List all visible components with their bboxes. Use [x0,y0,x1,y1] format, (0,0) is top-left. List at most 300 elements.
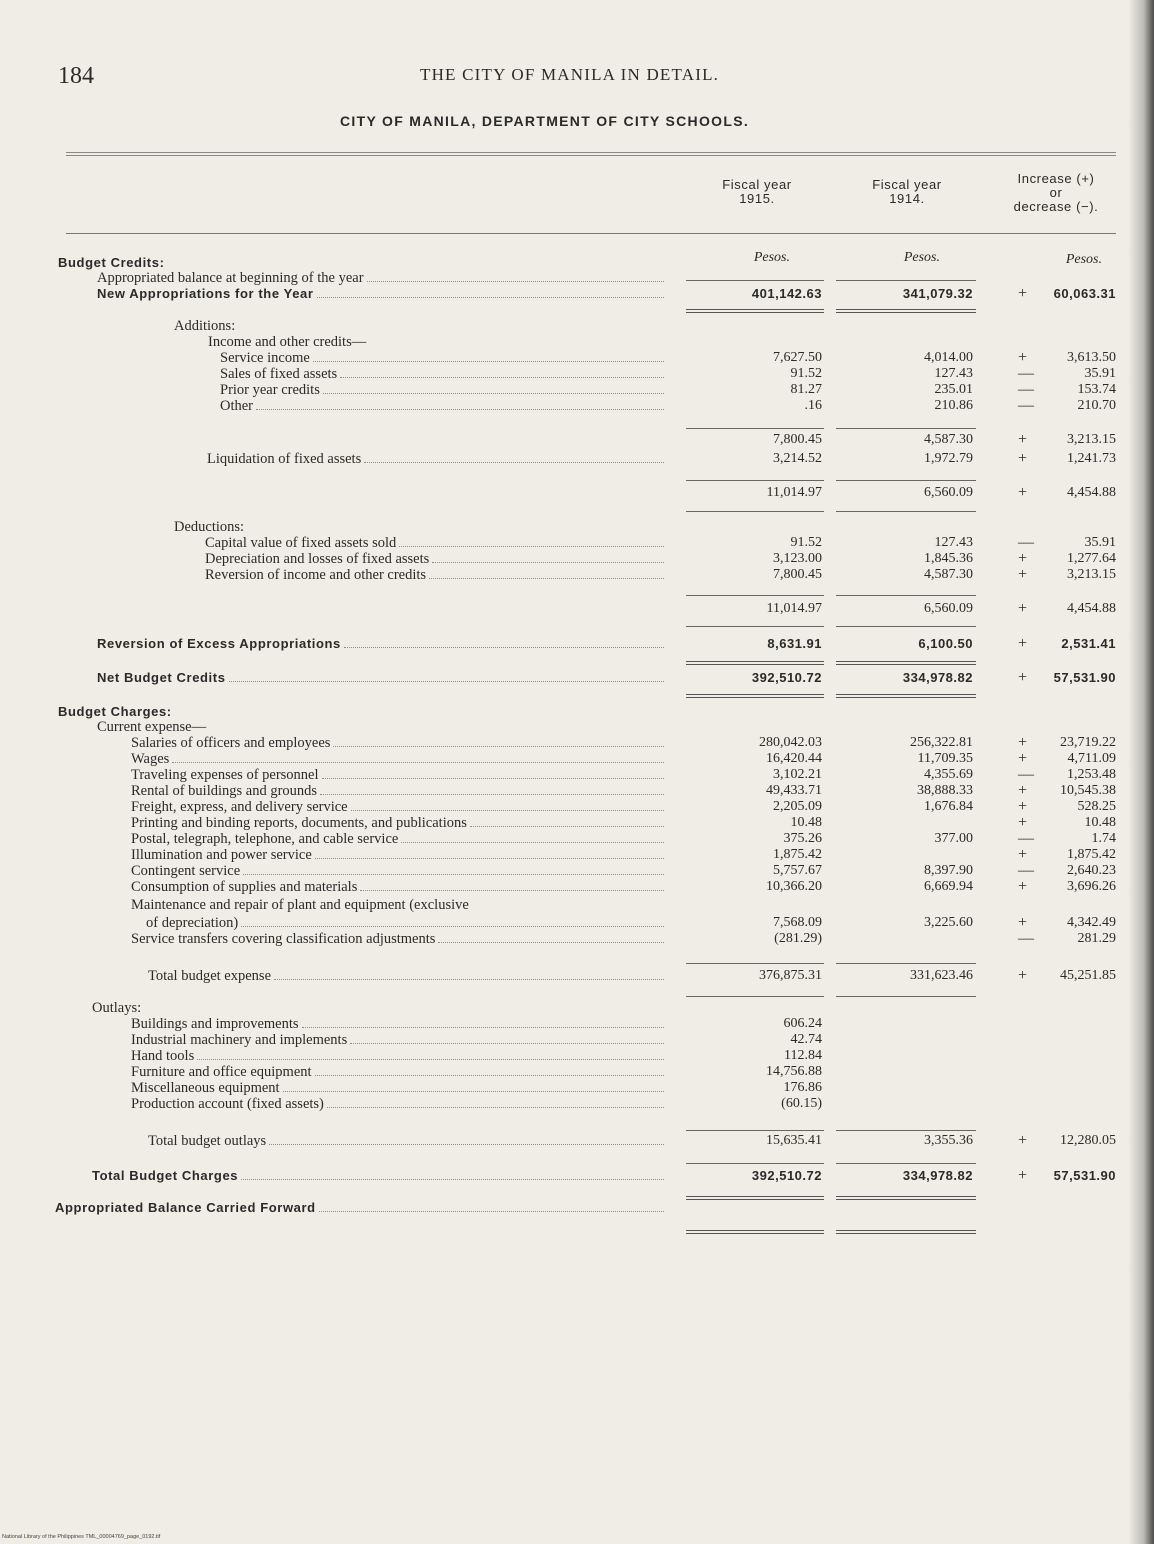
value-fy1915: 81.27 [790,382,822,397]
row-label [220,398,668,414]
rule [686,595,824,596]
row-label-text: Other [220,398,254,414]
table-row [0,897,1154,913]
change-sign: + [1018,431,1028,448]
change-sign: + [1018,635,1028,652]
rule [836,480,976,481]
row-label-text: Total Budget Charges [92,1168,239,1183]
leader-dots [241,1179,664,1180]
table-row [0,636,1154,652]
value-fy1914: 4,355.69 [924,767,973,782]
row-label [131,1064,668,1080]
unit-change: Pesos. [1065,252,1102,267]
row-label-text: Total budget outlays [148,1133,267,1149]
leader-dots [432,562,664,563]
table-row [0,1200,1154,1216]
leader-dots [364,462,664,463]
leader-dots [197,1059,664,1060]
row-label-text: Reversion of Excess Appropriations [97,636,341,651]
leader-dots [313,361,664,362]
value-fy1915: .16 [804,398,822,413]
leader-dots [229,681,664,682]
leader-dots [317,297,664,298]
row-label [131,847,668,863]
change-sign: + [1018,285,1028,302]
change-sign: + [1018,484,1028,501]
leader-dots [340,377,664,378]
column-header-fy1914: Fiscal year 1914. [872,177,942,206]
rule [686,963,824,964]
table-row [0,432,1154,448]
value-fy1915: 10,366.20 [766,879,822,894]
leader-dots [333,746,664,747]
change-sign: — [1018,766,1034,783]
value-fy1915: 3,123.00 [773,551,822,566]
rule [686,1130,824,1131]
row-label [205,535,668,551]
row-label [220,366,668,382]
rule [686,511,824,512]
value-change: 57,531.90 [1053,1168,1116,1183]
change-sign: + [1018,1167,1028,1184]
value-change: 3,696.26 [1067,879,1116,894]
row-label [131,1016,668,1032]
row-label-text: Total budget expense [148,968,272,984]
row-label [92,1168,668,1184]
section-current-expense: Current expense— [97,719,207,735]
leader-dots [283,1091,664,1092]
value-fy1915: 176.86 [783,1080,822,1095]
row-label [131,767,668,783]
value-change: 57,531.90 [1053,670,1116,685]
leader-dots [315,858,664,859]
row-label-text: Illumination and power service [131,847,312,863]
table-row [0,485,1154,501]
value-fy1914: 1,676.84 [924,799,973,814]
row-label [131,1048,668,1064]
rule [686,428,824,429]
table-row [0,1016,1154,1032]
row-label [146,915,668,931]
change-sign: + [1018,600,1028,617]
rule [686,480,824,481]
table-row [0,815,1154,831]
leader-dots [351,810,664,811]
unit-fy1914: Pesos. [903,250,940,265]
row-label-text: Postal, telegraph, telephone, and cable service [131,831,399,847]
change-sign: + [1018,750,1028,767]
row-label [207,451,668,467]
value-fy1915: 7,627.50 [773,350,822,365]
change-sign: + [1018,566,1028,583]
row-label [131,863,668,879]
leader-dots [470,826,664,827]
value-fy1915: 11,014.97 [766,485,822,500]
table-row [0,1096,1154,1112]
value-change: 60,063.31 [1053,286,1116,301]
row-label [220,350,668,366]
double-rule [836,661,976,665]
row-label [131,799,668,815]
rule [836,1130,976,1131]
rule [836,511,976,512]
row-label-text: Net Budget Credits [97,670,226,685]
row-label-text: Service transfers covering classification adjustments [131,931,436,947]
rule [686,280,824,281]
value-fy1914: 4,587.30 [924,567,973,582]
leader-dots [256,409,664,410]
value-fy1915: 5,757.67 [773,863,822,878]
change-sign: + [1018,878,1028,895]
value-fy1915: 91.52 [790,366,822,381]
double-rule [686,1196,824,1200]
page-number: 184 [58,63,94,89]
leader-dots [367,281,664,282]
value-change: 23,719.22 [1060,735,1116,750]
value-change: 12,280.05 [1060,1133,1116,1148]
leader-dots [241,926,664,927]
row-label-text: Maintenance and repair of plant and equipment (exclusive [131,897,469,913]
row-label [97,670,668,686]
row-label-text: Printing and binding reports, documents, and publications [131,815,467,831]
table-row [0,382,1154,398]
double-rule [686,694,824,698]
value-change: 1,241.73 [1067,451,1116,466]
rule [836,595,976,596]
table-row [0,398,1154,414]
row-label-text: Appropriated balance at beginning of the year [97,270,364,286]
row-label-text: Prior year credits [220,382,320,398]
rule [686,996,824,997]
leader-dots [315,1075,664,1076]
change-sign: + [1018,734,1028,751]
change-sign: + [1018,782,1028,799]
double-rule [836,309,976,313]
scan-credit: National Library of the Philippines TML_00004769_page_0192.tif [2,1534,161,1540]
row-label [131,879,668,895]
value-fy1915: 7,800.45 [773,432,822,447]
table-row [0,1064,1154,1080]
value-change: 153.74 [1077,382,1116,397]
double-rule [836,1230,976,1234]
row-label-text: Wages [131,751,170,767]
value-fy1914: 341,079.32 [902,286,973,301]
table-row [0,551,1154,567]
row-label [97,286,668,302]
value-change: 1,253.48 [1067,767,1116,782]
value-fy1915: 11,014.97 [766,601,822,616]
value-fy1915: 376,875.31 [759,968,822,983]
change-sign: + [1018,349,1028,366]
table-row [0,535,1154,551]
value-fy1915: 392,510.72 [751,670,822,685]
row-label-text: Depreciation and losses of fixed assets [205,551,430,567]
value-fy1915: 2,205.09 [773,799,822,814]
table-row [0,567,1154,583]
value-fy1914: 6,560.09 [924,601,973,616]
value-fy1915: 401,142.63 [751,286,822,301]
value-fy1914: 6,100.50 [918,636,973,651]
header-bottom-rule [66,233,1116,234]
row-label-text: New Appropriations for the Year [97,286,314,301]
table-row [0,1168,1154,1184]
value-change: 528.25 [1077,799,1116,814]
unit-fy1915: Pesos. [753,250,790,265]
row-label [131,1032,668,1048]
column-header-fy1915: Fiscal year 1915. [722,177,792,206]
double-rule [686,309,824,313]
leader-dots [401,842,664,843]
leader-dots [320,794,664,795]
row-label [55,1200,668,1216]
leader-dots [302,1027,664,1028]
value-fy1915: 392,510.72 [751,1168,822,1183]
rule [686,626,824,627]
change-sign: + [1018,798,1028,815]
double-rule [686,661,824,665]
value-change: 4,342.49 [1067,915,1116,930]
table-row [0,1080,1154,1096]
row-label-text: Sales of fixed assets [220,366,338,382]
value-fy1915: 15,635.41 [766,1133,822,1148]
table-row [0,767,1154,783]
value-change: 4,454.88 [1067,601,1116,616]
row-label-text: Liquidation of fixed assets [207,451,362,467]
value-fy1915: 3,214.52 [773,451,822,466]
rule [836,280,976,281]
change-sign: — [1018,534,1034,551]
value-fy1915: 14,756.88 [766,1064,822,1079]
section-additions: Additions: [174,318,236,334]
row-label [220,382,668,398]
change-sign: — [1018,365,1034,382]
row-label [148,1133,668,1149]
value-fy1914: 4,587.30 [924,432,973,447]
leader-dots [319,1211,664,1212]
value-change: 3,213.15 [1067,432,1116,447]
leader-dots [438,942,664,943]
value-change: 10.48 [1084,815,1116,830]
row-label-text: Production account (fixed assets) [131,1096,324,1112]
row-label-text: Hand tools [131,1048,195,1064]
row-label-text: Furniture and office equipment [131,1064,312,1080]
value-fy1915: 42.74 [790,1032,822,1047]
header-top-rule [66,152,1116,156]
value-fy1914: 3,225.60 [924,915,973,930]
double-rule [686,1230,824,1234]
row-label-text: Capital value of fixed assets sold [205,535,397,551]
change-sign: + [1018,669,1028,686]
table-row [0,1048,1154,1064]
leader-dots [344,647,664,648]
row-label [205,567,668,583]
row-label [97,270,668,286]
value-change: 45,251.85 [1060,968,1116,983]
rule [836,996,976,997]
row-label-text: Reversion of income and other credits [205,567,427,583]
value-change: 3,213.15 [1067,567,1116,582]
value-fy1914: 3,355.36 [924,1133,973,1148]
value-fy1914: 127.43 [934,535,973,550]
value-fy1915: (60.15) [781,1096,822,1111]
row-label [131,1080,668,1096]
row-label-text: Traveling expenses of personnel [131,767,319,783]
table-title: CITY OF MANILA, DEPARTMENT OF CITY SCHOOLS. [340,113,750,129]
value-fy1915: 3,102.21 [773,767,822,782]
leader-dots [429,578,664,579]
rule [836,1163,976,1164]
table-row [0,831,1154,847]
section-budget-credits: Budget Credits: [58,255,165,270]
row-label [131,751,668,767]
value-fy1914: 6,560.09 [924,485,973,500]
leader-dots [172,762,664,763]
row-label-text: of depreciation) [146,915,239,931]
table-row [0,1133,1154,1149]
value-fy1914: 38,888.33 [917,783,973,798]
change-sign: + [1018,846,1028,863]
row-label [131,735,668,751]
value-fy1915: 10.48 [790,815,822,830]
value-change: 4,711.09 [1067,751,1116,766]
value-fy1915: (281.29) [774,931,822,946]
row-label-text: Service income [220,350,310,366]
value-fy1914: 235.01 [934,382,973,397]
leader-dots [399,546,664,547]
table-row [0,350,1154,366]
value-fy1914: 377.00 [934,831,973,846]
change-sign: — [1018,862,1034,879]
table-row [0,751,1154,767]
row-label [131,897,469,913]
leader-dots [327,1107,664,1108]
table-row [0,847,1154,863]
value-change: 210.70 [1077,398,1116,413]
value-fy1914: 127.43 [934,366,973,381]
row-label-text: Contingent service [131,863,241,879]
row-label-text: Salaries of officers and employees [131,735,331,751]
row-label-text: Consumption of supplies and materials [131,879,358,895]
value-fy1914: 334,978.82 [902,670,973,685]
value-fy1914: 1,972.79 [924,451,973,466]
section-budget-charges: Budget Charges: [58,704,172,719]
table-row [0,601,1154,617]
leader-dots [323,393,664,394]
value-fy1915: 375.26 [783,831,822,846]
table-row [0,735,1154,751]
leader-dots [360,890,664,891]
change-sign: — [1018,930,1034,947]
change-sign: — [1018,830,1034,847]
table-row [0,968,1154,984]
running-title: THE CITY OF MANILA IN DETAIL. [420,65,720,84]
row-label-text: Industrial machinery and implements [131,1032,348,1048]
section-deductions: Deductions: [174,519,245,535]
value-change: 281.29 [1077,931,1116,946]
rule [836,428,976,429]
section-income-other: Income and other credits— [208,334,367,350]
value-fy1915: 8,631.91 [767,636,822,651]
column-header-change: Increase (+) or decrease (−). [1013,171,1099,214]
table-row [0,783,1154,799]
row-label [131,831,668,847]
value-fy1915: 7,800.45 [773,567,822,582]
double-rule [836,1196,976,1200]
row-label-text: Buildings and improvements [131,1016,299,1032]
value-fy1915: 49,433.71 [766,783,822,798]
row-label [131,931,668,947]
value-fy1915: 1,875.42 [773,847,822,862]
table-row [0,670,1154,686]
leader-dots [269,1144,664,1145]
value-change: 1,875.42 [1067,847,1116,862]
rule [836,626,976,627]
value-fy1915: 16,420.44 [766,751,822,766]
change-sign: + [1018,914,1028,931]
rule [836,963,976,964]
value-change: 2,640.23 [1067,863,1116,878]
value-fy1915: 606.24 [783,1016,822,1031]
value-fy1914: 334,978.82 [902,1168,973,1183]
value-fy1914: 1,845.36 [924,551,973,566]
row-label-text: Miscellaneous equipment [131,1080,280,1096]
row-label-text: Freight, express, and delivery service [131,799,348,815]
section-outlays: Outlays: [92,1000,142,1016]
leader-dots [274,979,664,980]
row-label-text: Appropriated Balance Carried Forward [55,1200,316,1215]
change-sign: + [1018,1132,1028,1149]
value-fy1914: 11,709.35 [917,751,973,766]
value-fy1915: 91.52 [790,535,822,550]
leader-dots [243,874,664,875]
value-fy1914: 331,623.46 [910,968,973,983]
row-label [131,815,668,831]
value-fy1914: 210.86 [934,398,973,413]
change-sign: + [1018,814,1028,831]
value-change: 2,531.41 [1061,636,1116,651]
value-change: 4,454.88 [1067,485,1116,500]
value-fy1915: 280,042.03 [759,735,822,750]
change-sign: — [1018,397,1034,414]
double-rule [836,694,976,698]
value-change: 10,545.38 [1060,783,1116,798]
row-label [148,968,668,984]
value-fy1914: 8,397.90 [924,863,973,878]
row-label [131,1096,668,1112]
table-row [0,1032,1154,1048]
row-label [97,636,668,652]
table-row [0,286,1154,302]
change-sign: + [1018,450,1028,467]
value-fy1915: 112.84 [784,1048,822,1063]
row-label [131,783,668,799]
value-fy1915: 7,568.09 [773,915,822,930]
table-row [0,799,1154,815]
row-label-text: Rental of buildings and grounds [131,783,318,799]
leader-dots [322,778,664,779]
change-sign: — [1018,381,1034,398]
table-row [0,451,1154,467]
table-row [0,366,1154,382]
value-change: 1,277.64 [1067,551,1116,566]
table-row [0,270,1154,286]
table-row [0,931,1154,947]
table-row [0,915,1154,931]
leader-dots [350,1043,664,1044]
table-row [0,879,1154,895]
row-label [205,551,668,567]
value-fy1914: 256,322.81 [910,735,973,750]
